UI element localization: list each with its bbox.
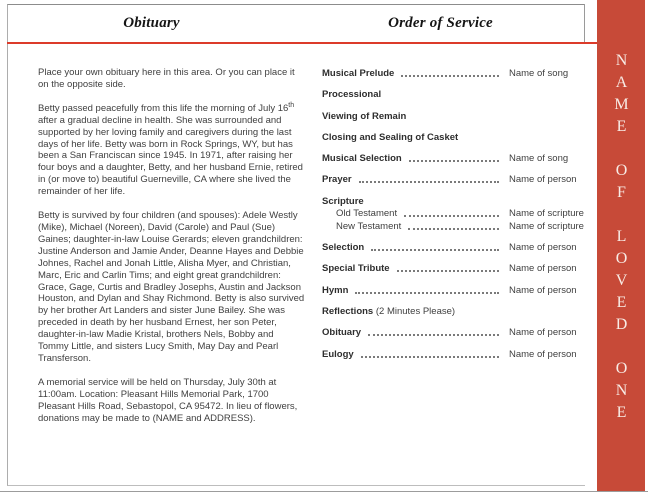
order-item-value: Name of person <box>509 263 577 275</box>
obituary-title: Obituary <box>123 14 180 31</box>
order-item-label: Eulogy <box>322 348 354 360</box>
order-of-service-title: Order of Service <box>388 14 493 31</box>
dotted-leader <box>404 215 499 217</box>
order-item <box>322 349 585 360</box>
order-item <box>322 285 585 296</box>
order-item-value: Name of song <box>509 68 569 79</box>
page-header <box>7 4 585 42</box>
obituary-paragraph: Betty is survived by four children (and spouses): Adele Westly (Mike), Michael (Noreen), David (Carole) and Paul (Sue) Gaines; daughter-in-law Louise Gerards; eleven grandchildren: Justine Anderson and Jamie Ander, Deanne Hayes and Debbie Johnes, Rachel and Jonah Little, Alisha Myer, and Christian, Marc, Eric and Carlin Tims; and eight great grandchildren: Grace, Gage, Curtis and Bradley Josephs, Austin and Jackson Houston, and Dylan and Shay Richmond. Betty is also survived by her brother Art Landers and sister June Bailey. She was preceded in death by her husband Ernest, her son Peter, daughter-in-law Madie Kristal, brothers Nels, Bobby and Tommy Little, and sisters Lucy Smith, May Day and Pearl Transferson. <box>38 210 305 364</box>
order-item-label: Viewing of Remain <box>322 110 407 122</box>
order-of-service-header-area <box>296 4 585 42</box>
page-bottom-edge <box>0 491 648 492</box>
order-item-value: Name of person <box>509 327 577 339</box>
loved-one-name-vertical-text: NAME OF LOVED ONE <box>613 52 630 426</box>
order-item-label: Closing and Sealing of Casket <box>322 131 459 143</box>
obituary-paragraph <box>38 103 306 198</box>
order-item <box>322 174 585 185</box>
order-item <box>322 153 585 164</box>
order-item-label: Prayer <box>322 174 352 186</box>
order-item-value: Name of person <box>509 174 577 186</box>
dotted-leader <box>359 181 499 183</box>
obituary-header-area <box>7 4 296 42</box>
order-item-label: Old Testament <box>336 208 398 220</box>
dotted-leader <box>401 75 499 77</box>
obituary-paragraph: Place your own obituary here in this area. Or you can place it on the opposite side. <box>38 67 295 90</box>
order-item-label: Musical Selection <box>322 153 402 165</box>
order-item-label: Musical Prelude <box>322 68 395 79</box>
order-item-label: Obituary <box>322 327 362 339</box>
order-item-label: Special Tribute <box>322 263 390 275</box>
order-item-value: Name of person <box>509 242 577 254</box>
obituary-paragraph-text: after a gradual decline in health. She was surrounded and supported by her loving family and caregivers during the last days of her life. Betty was born in Rock Springs, WY, but has been a San Franciscan since 1945. In 1971, after raising her four boys and a daughter, Betty, and her husband Ernie, retired in (or move to) beautiful Guerneville, CA where she lived the remainder of her life. <box>38 114 303 198</box>
order-item-label: New Testament <box>336 220 402 232</box>
order-item-label: Selection <box>322 242 365 254</box>
order-item-value: Name of person <box>509 348 577 360</box>
order-item <box>322 242 585 253</box>
order-of-service-list <box>322 68 585 370</box>
ordinal-superscript: th <box>288 101 295 109</box>
order-item <box>322 111 585 122</box>
order-item-label: Reflections <box>322 305 374 317</box>
obituary-paragraph-text: Betty passed peacefully from this life the morning of July 16 <box>38 102 289 114</box>
order-item <box>322 208 585 219</box>
dotted-leader <box>371 249 499 251</box>
dotted-leader <box>409 160 499 162</box>
order-item-value: Name of scripture <box>509 208 584 220</box>
order-item-value: Name of person <box>509 284 577 296</box>
order-item <box>322 68 585 79</box>
order-item <box>322 327 585 338</box>
dotted-leader <box>368 334 499 336</box>
order-item <box>322 132 585 143</box>
dotted-leader <box>361 356 499 358</box>
obituary-text-column <box>38 67 306 436</box>
order-item-value: Name of scripture <box>509 220 584 232</box>
order-item-label: Scripture <box>322 195 364 207</box>
loved-one-name-banner <box>597 0 645 491</box>
order-item <box>322 196 585 207</box>
order-item-label: Processional <box>322 89 382 101</box>
order-item <box>322 263 585 274</box>
order-item <box>322 89 585 100</box>
order-item-value: Name of song <box>509 153 569 165</box>
order-item <box>322 221 585 232</box>
dotted-leader <box>355 292 499 294</box>
dotted-leader <box>408 228 499 230</box>
dotted-leader <box>397 270 499 272</box>
order-item <box>322 306 585 317</box>
order-item-label: Hymn <box>322 284 349 296</box>
obituary-paragraph: A memorial service will be held on Thursday, July 30th at 11:00am. Location: Pleasant Hills Memorial Park, 1700 Pleasant Hills Road, Sebastopol, CA 95472. In lieu of flowers, donations may be made to (NAME and ADDRESS). <box>38 376 298 424</box>
order-item-note: (2 Minutes Please) <box>373 305 456 317</box>
header-divider-rule <box>7 42 597 44</box>
